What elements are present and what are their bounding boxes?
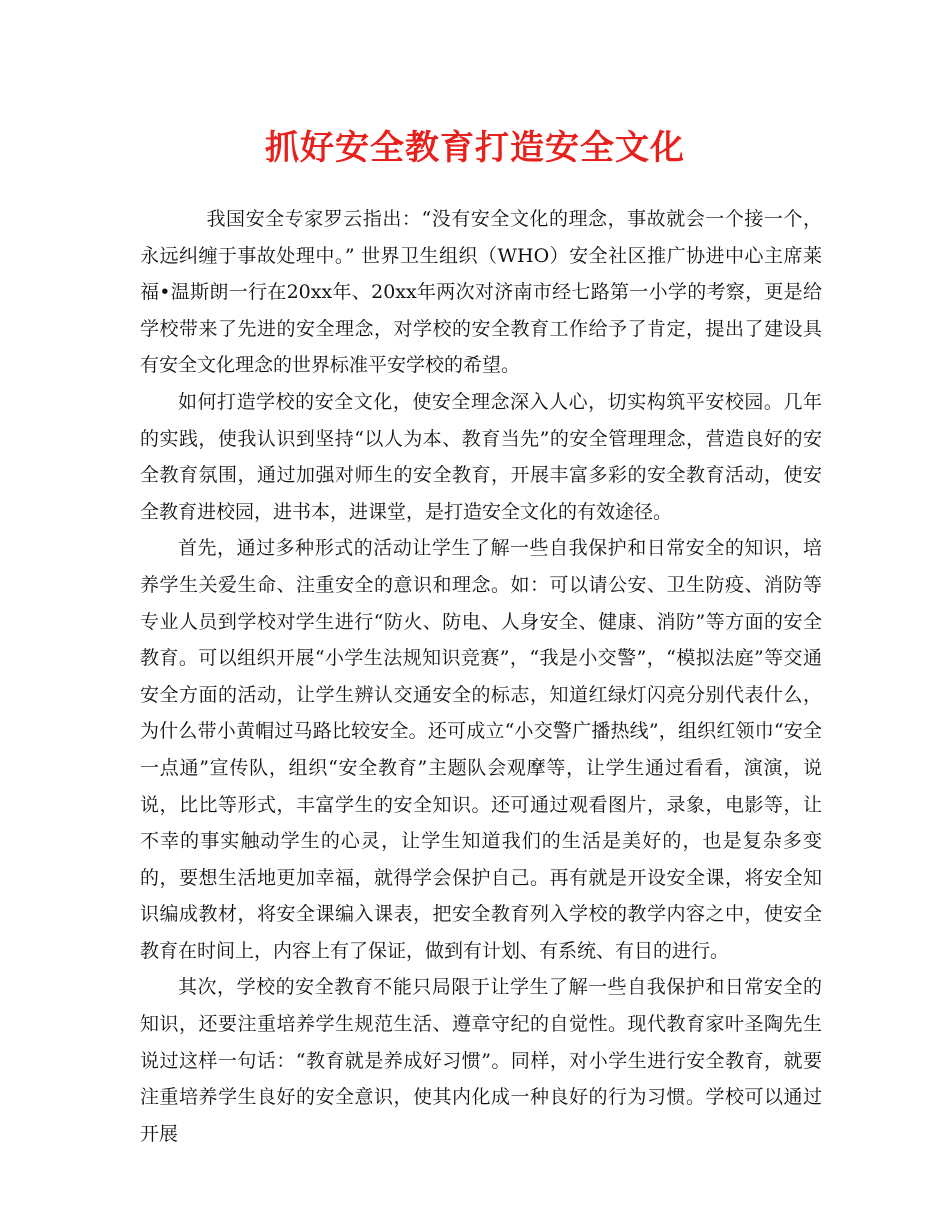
paragraph-4: 其次，学校的安全教育不能只局限于让学生了解一些自我保护和日常安全的知识，还要注重培养学生规范生活、遵章守纪的自觉性。现代教育家叶圣陶先生说过这样一句话：“教育就是养成好习惯”。同样，对小学生进行安全教育，就要注重培养学生良好的安全意识，使其内化成一种良好的行为习惯。学校可以通过开展	[140, 976, 822, 1145]
document-body	[140, 201, 822, 1152]
document-title: 抓好安全教育打造安全文化	[265, 128, 685, 168]
paragraph-3: 首先，通过多种形式的活动让学生了解一些自我保护和日常安全的知识，培养学生关爱生命、注重安全的意识和理念。如：可以请公安、卫生防疫、消防等专业人员到学校对学生进行“防火、防电、人身安全、健康、消防”等方面的安全教育。可以组织开展“小学生法规知识竞赛”，“我是小交警”，“模拟法庭”等交通安全方面的活动，让学生辨认交通安全的标志，知道红绿灯闪亮分别代表什么，为什么带小黄帽过马路比较安全。还可成立“小交警广播热线”，组织红领巾“安全一点通”宣传队，组织“安全教育”主题队会观摩等，让学生通过看看，演演，说说，比比等形式，丰富学生的安全知识。还可通过观看图片，录象，电影等，让不幸的事实触动学生的心灵，让学生知道我们的生活是美好的，也是复杂多变的，要想生活地更加幸福，就得学会保护自己。再有就是开设安全课，将安全知识编成教材，将安全课编入课表，把安全教育列入学校的教学内容之中，使安全教育在时间上，内容上有了保证，做到有计划、有系统、有目的进行。	[140, 537, 822, 962]
paragraph-1: 我国安全专家罗云指出：“没有安全文化的理念，事故就会一个接一个，永远纠缠于事故处理中。” 世界卫生组织（WHO）安全社区推广协进中心主席莱福•温斯朗一行在20xx年、20xx年两次对济南市经七路第一小学的考察，更是给学校带来了先进的安全理念，对学校的安全教育工作给予了肯定，提出了建设具有安全文化理念的世界标准平安学校的希望。	[140, 208, 822, 377]
paragraph-2: 如何打造学校的安全文化，使安全理念深入人心，切实构筑平安校园。几年的实践，使我认识到坚持“以人为本、教育当先”的安全管理理念，营造良好的安全教育氛围，通过加强对师生的安全教育，开展丰富多彩的安全教育活动，使安全教育进校园，进书本，进课堂，是打造安全文化的有效途径。	[140, 390, 822, 523]
